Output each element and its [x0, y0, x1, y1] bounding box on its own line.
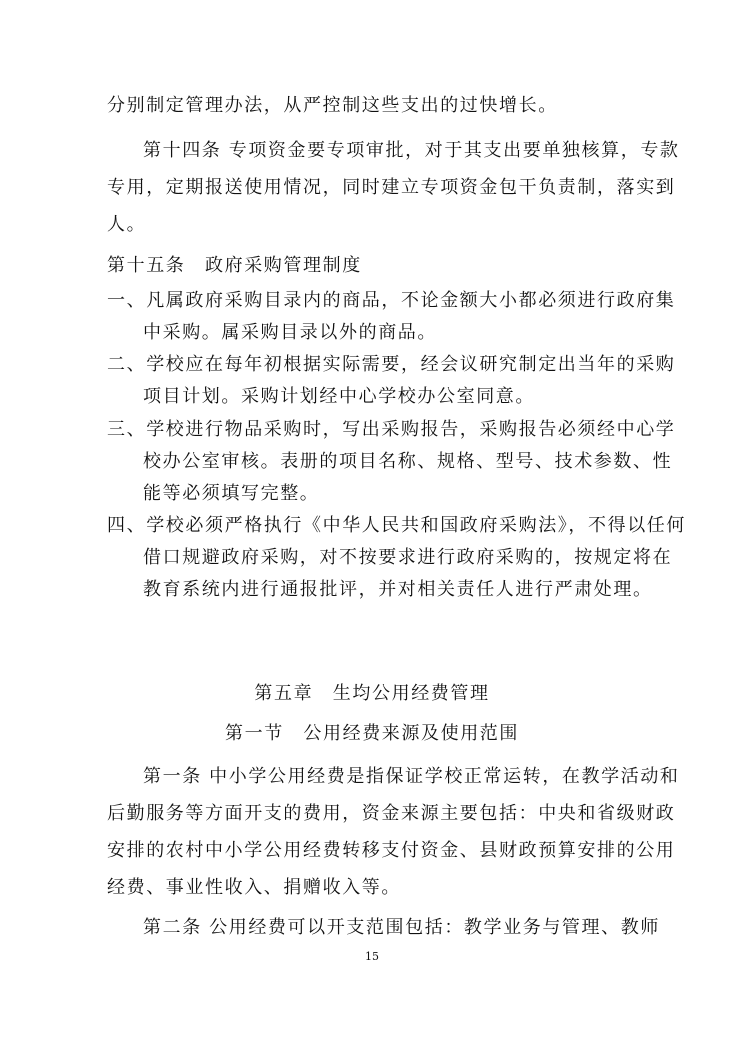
text-line: 专用，定期报送使用情况，同时建立专项资金包干负责制，落实到 [107, 177, 676, 198]
text-line: 经费、事业性收入、捐赠收入等。 [107, 877, 401, 898]
text-line: 第十五条 政府采购管理制度 [107, 255, 362, 276]
text-line: 第二条 公用经费可以开支范围包括：教学业务与管理、教师 [143, 917, 660, 938]
text-line: 后勤服务等方面开支的费用，资金来源主要包括：中央和省级财政 [107, 803, 676, 824]
text-line: 教育系统内进行通报批评，并对相关责任人进行严肃处理。 [143, 579, 653, 600]
page-number: 15 [365, 950, 379, 963]
text-line: 校办公室审核。表册的项目名称、规格、型号、技术参数、性 [143, 451, 673, 472]
chapter-title: 第五章 生均公用经费管理 [254, 683, 490, 704]
text-line: 中采购。属采购目录以外的商品。 [143, 322, 437, 343]
text-line: 分别制定管理办法，从严控制这些支出的过快增长。 [107, 95, 558, 116]
text-line: 四、学校必须严格执行《中华人民共和国政府采购法》，不得以任何 [107, 515, 686, 536]
text-line: 一、凡属政府采购目录内的商品，不论金额大小都必须进行政府集 [107, 290, 676, 311]
text-line: 安排的农村中小学公用经费转移支付资金、县财政预算安排的公用 [107, 840, 676, 861]
text-line: 项目计划。采购计划经中心学校办公室同意。 [143, 386, 535, 407]
text-line: 第十四条 专项资金要专项审批，对于其支出要单独核算，专款 [143, 140, 680, 161]
text-line: 人。 [107, 214, 147, 235]
text-line: 第一条 中小学公用经费是指保证学校正常运转，在教学活动和 [143, 766, 680, 787]
text-line: 能等必须填写完整。 [143, 483, 320, 504]
text-line: 三、学校进行物品采购时，写出采购报告，采购报告必须经中心学 [107, 419, 676, 440]
text-line: 二、学校应在每年初根据实际需要，经会议研究制定出当年的采购 [107, 354, 676, 375]
text-line: 借口规避政府采购，对不按要求进行政府采购的，按规定将在 [143, 547, 673, 568]
section-title: 第一节 公用经费来源及使用范围 [225, 723, 519, 744]
